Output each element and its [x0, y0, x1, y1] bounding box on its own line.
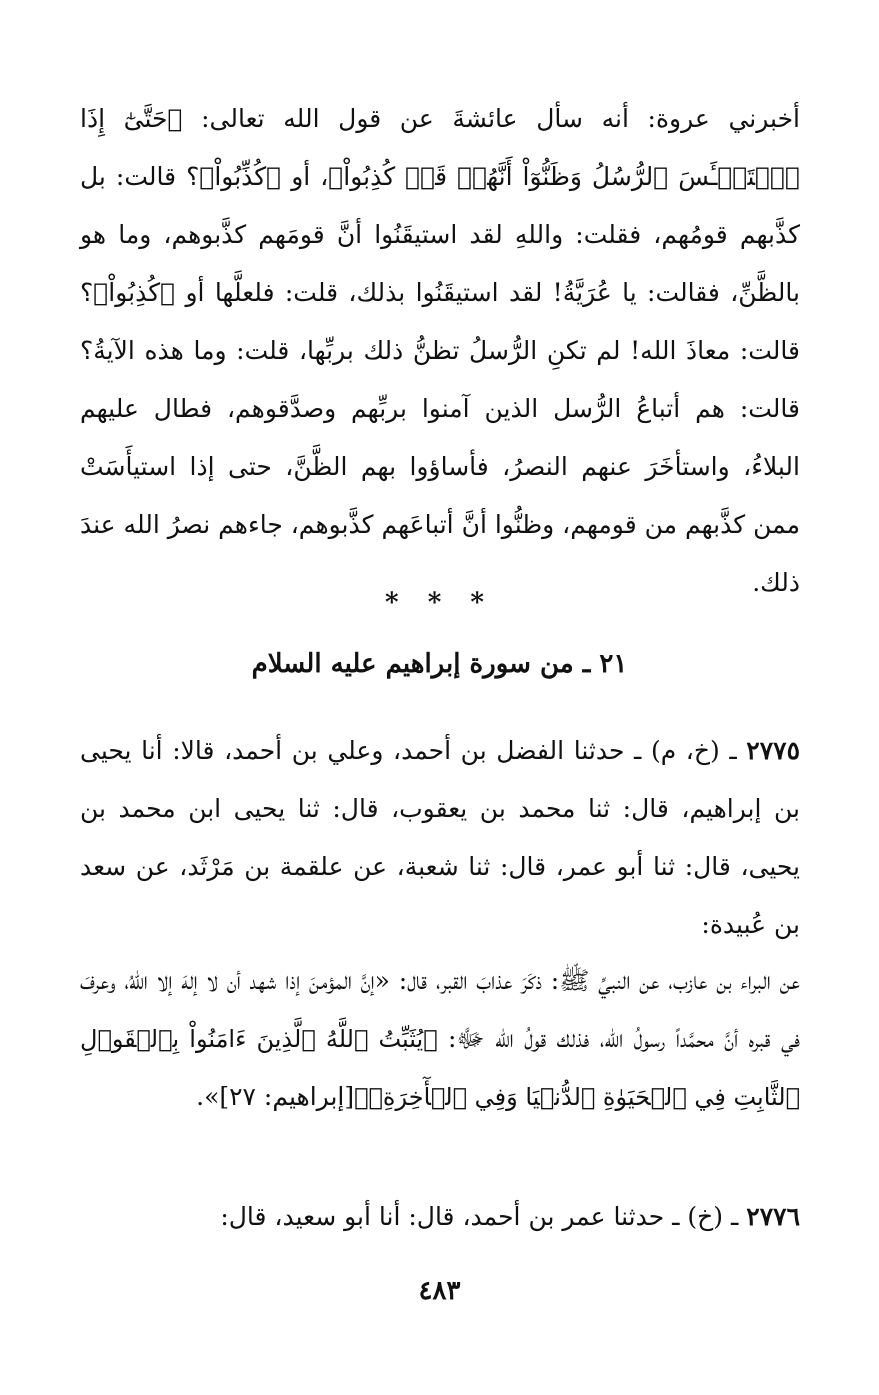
hadith-number: ٢٧٧٥ [746, 736, 800, 765]
section-separator: * * * [385, 588, 494, 618]
hadith-2776-isnad [80, 1188, 800, 1246]
verse-citation: [إبراهيم: ٢٧]». [196, 1082, 355, 1111]
hadith-2775-matn [80, 952, 800, 1126]
hadith-2775-isnad [80, 722, 800, 954]
matn-text: عن البراء بن عازب، عن النبيِّ ﷺ: ذكَرَ عذابَ القبر، قال: «إنَّ المؤمنَ إذا شهد أن لا إلهَ إلا اللهُ، وعرفَ في قبره أنَّ محمَّداً رسولُ الله، فذلك قولُ الله ﷻ: [80, 966, 800, 1053]
quran-verse: ﴿يُثَبِّتُ ٱللَّهُ ٱلَّذِينَ ءَامَنُواْ بِٱلۡقَوۡلِ ٱلثَّابِتِ فِي ٱلۡحَيَوٰةِ ٱلدُّنۡيَا وَفِي ٱلۡأٓخِرَةِۖ﴾ [80, 1025, 800, 1111]
section-heading: ٢١ ـ من سورة إبراهيم عليه السلام [251, 649, 628, 679]
paragraph-aisha-narration [80, 90, 800, 612]
paragraph-text: أخبرني عروة: أنه سأل عائشةَ عن قول الله تعالى: ﴿حَتَّىٰٓ إِذَا ٱسۡتَيۡـَٔسَ ٱلرُّسُلُ وَظَنُّوٓاْ أَنَّهُمۡ قَدۡ كُذِبُواْ﴾، أو ﴿كُذِّبُواْ﴾؟ قالت: بل كذَّبهم قومُهم، فقلت: واللهِ لقد استيقَنُوا أنَّ قومَهم كذَّبوهم، وما هو بالظَّنِّ، فقالت: يا عُرَيَّةُ! لقد استيقَنُوا بذلك، قلت: فلعلَّها أو ﴿كُذِبُواْ﴾؟ قالت: معاذَ الله! لم تكنِ الرُّسلُ تظنُّ ذلك بربِّها، قلت: وما هذه الآيةُ؟ قالت: هم أتباعُ الرُّسل الذين آمنوا بربِّهم وصدَّقوهم، فطال عليهم البلاءُ، واستأخَرَ عنهم النصرُ، فأساؤوا بهم الظَّنَّ، حتى إذا استيأَسَتْ ممن كذَّبهم من قومهم، وظنُّوا أنَّ أتباعَهم كذَّبوهم، جاءهم نصرُ الله عندَ ذلك. [80, 104, 800, 597]
isnad-text: ـ (خ، م) ـ حدثنا الفضل بن أحمد، وعلي بن أحمد، قالا: أنا يحيى بن إبراهيم، قال: ثنا محمد بن يعقوب، قال: ثنا يحيى ابن محمد بن يحيى، قال: ثنا أبو عمر، قال: ثنا شعبة، عن علقمة بن مَرْثَد، عن سعد بن عُبيدة: [80, 736, 800, 939]
isnad-text: ـ (خ) ـ حدثنا عمر بن أحمد، قال: أنا أبو سعيد، قال: [220, 1202, 747, 1231]
hadith-number: ٢٧٧٦ [746, 1202, 800, 1231]
page-number: ٤٨٣ [418, 1276, 461, 1306]
